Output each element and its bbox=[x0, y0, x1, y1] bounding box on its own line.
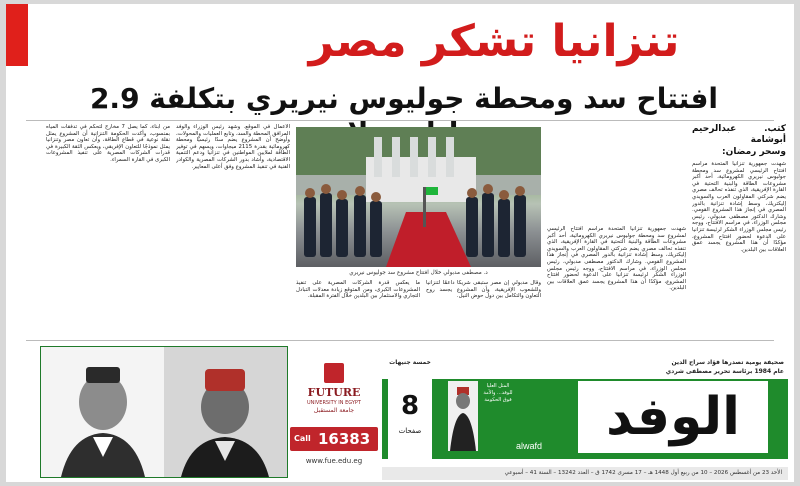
column-text: من أبناء، كما يصل 7 مخارج لتحكم في تدفقات المياه بمنسوب، وأكدت الحكومة التنزانية أن المشروع يمثل نقلة نوعية في قطاع الطاقة، وأن تعاون مصر وتنزانيا يمثل نموذجًا للتعاون الإفريقي، ويعكس الثقة الكبيرة في قدرات الشركات المصرية على تنفيذ المشروعات الكبرى في القارة السمراء. bbox=[46, 124, 170, 163]
masthead-logo-en: alwafd bbox=[516, 441, 543, 451]
pages-label: صفحات bbox=[398, 427, 422, 435]
ad-name-en: FUTURE bbox=[307, 386, 361, 399]
ad-name-ar: جامعة المستقبل bbox=[313, 407, 355, 414]
call-number: 16383 bbox=[318, 430, 371, 448]
column-text: شهدت جمهورية تنزانيا المتحدة مراسم افتتاح الرئيسي لمشروع سد ومحطة جوليوس نيريري الكهرومائية، أحد أكبر مشروعات الطاقة والبنية التحتية في القارة الإفريقية، الذي تنفذه تحالف مصري يضم شركتي المقاولون العرب والسويدي إليكتريك، وسط إشادة تنزانية بالدور المصري في إنجاز هذا المشروع القومي. وشارك الدكتور مصطفى مدبولي، رئيس مجلس الوزراء، في مراسم الافتتاح، ووجه رئيس مجلس الوزراء الشكر لرئيسة تنزانيا على الدعوة لحضور افتتاح المشروع، مؤكدًا أن هذا المشروع يجسد عمق العلاقات بين البلدين. bbox=[692, 161, 786, 253]
article-column-6 bbox=[547, 226, 686, 336]
section-rule bbox=[26, 340, 774, 341]
subheadline: افتتاح سد ومحطة جوليوس نيريري بتكلفة 2.9 bbox=[89, 82, 719, 115]
photo-caption: د. مصطفى مدبولي خلال افتتاح مشروع سد جوليوس نيريري bbox=[349, 270, 488, 276]
byline-author-1: كتب. عبدالرحيم أبوشامة bbox=[692, 124, 786, 145]
column-text: وقال مدبولي إن مصر ستبقى شريكًا داعمًا لتنزانيا وللشعوب الإفريقية، وأن المشروع يجسد روح التعاون والتكامل بين دول حوض النيل. bbox=[426, 280, 541, 300]
founder-portrait-graphic bbox=[448, 381, 478, 451]
dateline-footer: الأحد 23 من أغسطس 2026 – 10 من ربيع أول 1448 هـ – 17 مسرى 1742 ق – العدد 13242 – السنة 41 – أسبوعي bbox=[382, 467, 788, 480]
call-box[interactable] bbox=[290, 427, 378, 451]
pages-number: 8 bbox=[400, 391, 420, 421]
article-column-5 bbox=[296, 280, 420, 336]
portraits-box bbox=[40, 346, 288, 478]
article-photo bbox=[296, 127, 541, 267]
header-rule bbox=[26, 120, 774, 121]
masthead bbox=[382, 357, 788, 467]
university-ad[interactable] bbox=[288, 357, 380, 476]
masthead-logo-ar: الوفد bbox=[578, 381, 768, 453]
founder-portrait bbox=[448, 381, 478, 451]
university-logo-icon bbox=[324, 363, 344, 383]
masthead-tagline-2: عام 1984 برئاسة تحرير مصطفى شردي bbox=[665, 368, 784, 375]
ceremony-photo-graphic bbox=[296, 127, 541, 267]
article-column-4 bbox=[426, 280, 541, 336]
byline-author-2: وسحر رمضان: bbox=[722, 147, 786, 157]
pages-box bbox=[388, 379, 432, 459]
column-text: الأعمال في الموقع. وشهد رئيس الوزراء والوفد المرافق المحطة والسد، وتابع العمليات والمحولات، وأوضح أن المشروع يضم سدًا رئيسيًا ومحطة كهرومائية بقدرة 2115 ميجاوات، ويسهم في توفير الطاقة لملايين المواطنين في تنزانيا ودعم التنمية الاقتصادية، وأشاد بدور الشركات المصرية والكوادر الفنية في تنفيذ المشروع وفق أعلى المعايير. bbox=[176, 124, 290, 170]
headline: تنزانيا تشكر مصر bbox=[308, 16, 680, 67]
ad-website[interactable]: www.fue.edu.eg bbox=[305, 457, 363, 465]
column-text: ما يعكس قدرة الشركات المصرية على تنفيذ المشروعات الكبرى، ومن المتوقع زيادة معدلات التبادل التجاري والاستثمار بين البلدين خلال الفترة المقبلة. bbox=[296, 280, 420, 300]
column-text: شهدت جمهورية تنزانيا المتحدة مراسم افتتاح الرئيسي لمشروع سد ومحطة جوليوس نيريري الكهرومائية، أحد أكبر مشروعات الطاقة والبنية التحتية في القارة الإفريقية، الذي تنفذه تحالف مصري يضم شركتي المقاولون العرب والسويدي إليكتريك، وسط إشادة تنزانية بالدور المصري في إنجاز هذا المشروع القومي. وشارك الدكتور مصطفى مدبولي، رئيس مجلس الوزراء، في مراسم الافتتاح، ووجه رئيس مجلس الوزراء الشكر لرئيسة تنزانيا على الدعوة لحضور افتتاح المشروع، مؤكدًا أن هذا المشروع يجسد عمق العلاقات بين البلدين. bbox=[547, 226, 686, 292]
article-column-2 bbox=[176, 124, 290, 336]
call-label: Call bbox=[294, 434, 311, 443]
masthead-tagline-1: صحيفة يومية تصدرها فؤاد سراج الدين bbox=[671, 359, 784, 366]
article-column-3 bbox=[46, 124, 170, 336]
corner-accent bbox=[6, 4, 28, 66]
ad-name-line2: UNIVERSITY IN EGYPT bbox=[307, 400, 361, 406]
portraits-graphic bbox=[41, 347, 287, 477]
article-column-1 bbox=[692, 124, 786, 334]
price-label: خمسة جنيهات bbox=[389, 359, 431, 366]
founder-caption: المثل العليا للوفد... والأمة فوق الحكومة bbox=[483, 383, 513, 403]
newspaper-page bbox=[6, 4, 794, 482]
